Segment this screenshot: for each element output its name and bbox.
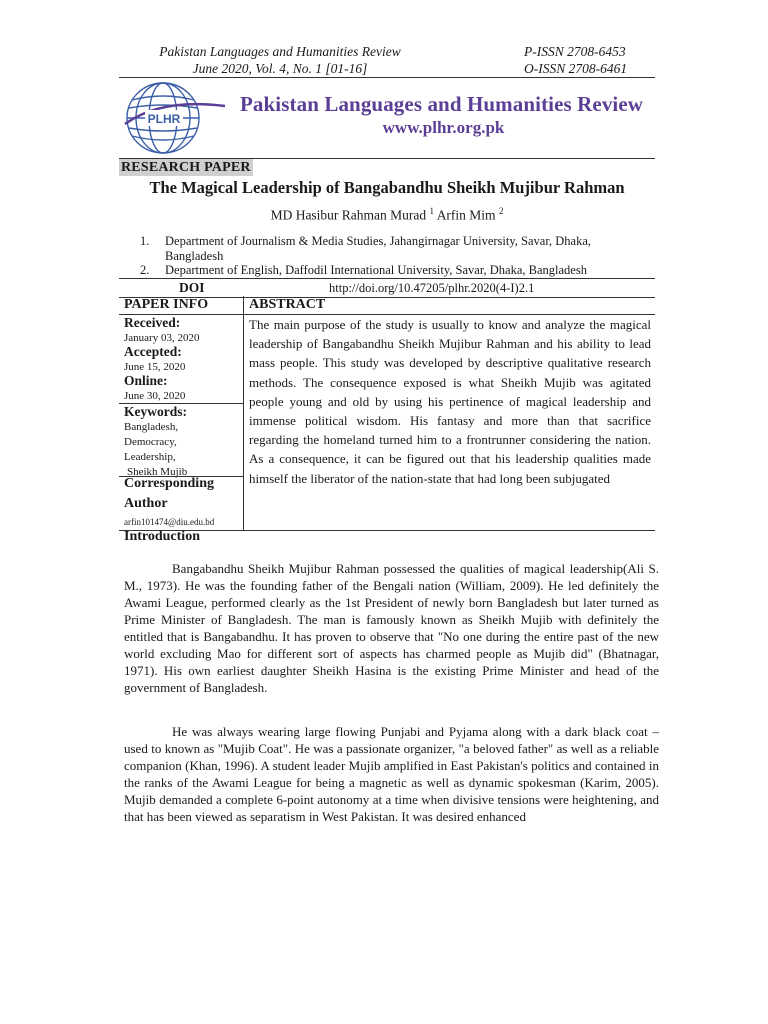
abstract-heading: ABSTRACT	[249, 297, 326, 312]
header-rule	[119, 77, 655, 78]
affiliation-marker: 2	[498, 206, 504, 216]
received-label: Received:	[124, 315, 181, 330]
journal-url-link[interactable]: www.plhr.org.pk	[382, 118, 505, 137]
affiliation-line: Department of English, Daffodil International University, Savar, Dhaka, Bangladesh	[165, 263, 587, 277]
received-date: January 03, 2020	[124, 332, 200, 344]
author-name: MD Hasibur Rahman Murad	[270, 207, 427, 223]
affiliation-number: 1.	[140, 234, 150, 248]
author-email-link[interactable]: arfin101474@diu.edu.bd	[124, 517, 215, 527]
keyword: Democracy,	[124, 436, 177, 448]
doi-row	[119, 278, 655, 298]
affiliation-line: Department of Journalism & Media Studies, Jahangirnagar University, Savar, Dhaka,	[165, 234, 592, 248]
doi-label: DOI	[179, 280, 205, 295]
online-label: Online:	[124, 373, 168, 388]
corresponding-author-label: Author	[124, 496, 168, 511]
issue-info: June 2020, Vol. 4, No. 1 [01-16]	[192, 61, 368, 76]
affiliation-number: 2.	[140, 263, 150, 277]
journal-name: Pakistan Languages and Humanities Review	[159, 44, 401, 59]
masthead-title: Pakistan Languages and Humanities Review	[240, 92, 644, 116]
column-divider	[243, 296, 244, 530]
research-paper-label: RESEARCH PAPER	[121, 160, 251, 175]
running-header-right	[524, 43, 664, 77]
affiliation-item	[140, 234, 655, 264]
affiliation-text	[165, 234, 655, 264]
affiliation-item	[140, 263, 655, 278]
logo-text: PLHR	[147, 112, 181, 126]
plhr-globe-logo	[121, 80, 231, 156]
author-name: Arfin Mim	[436, 207, 496, 223]
keywords-label: Keywords:	[124, 404, 187, 419]
doi-link[interactable]: http://doi.org/10.47205/plhr.2020(4-I)2.1	[329, 281, 535, 295]
body-paragraph: He was always wearing large flowing Punjabi and Pyjama along with a dark black coat – used to known as "Mujib Coat". He was a passionate organizer, "a beloved father" as well as a reliable companion (Khan, 1996). A student leader Mujib amplified in East Pakistan's politics and contained in the ranks of the Awami League for being a magnetic as well as dynamic spokesman (Karim, 2005). Mujib demanded a complete 6-point autonomy at a time when divisive tensions were heightening, and that has been viewed as separatism in West Pakistan. It was desired enhanced	[124, 724, 659, 824]
abstract-text: The main purpose of the study is usually to know and analyze the magical leadership of Bangabandhu Sheikh Mujibur Rahman and his ability to lead mass people. This study was developed by descriptive qualitative research methods. The consequence exposed is what Sheikh Mujib was agitated people young and old by using his pertinence of magical leadership and immense political wisdom. His fantasy and more than that sacrifice regarding the homeland turned him to a frontrunner considering the nation. As a consequence, it can be figured out that his leadership qualities made himself the liberator of the nation-state that had long been subjugated	[249, 317, 651, 486]
accepted-date: June 15, 2020	[124, 361, 186, 373]
keyword: Bangladesh,	[124, 421, 179, 433]
corresponding-author-label: Corresponding	[124, 476, 214, 491]
affiliation-line: Bangladesh	[165, 249, 224, 263]
body-paragraph: Bangabandhu Sheikh Mujibur Rahman possessed the qualities of magical leadership(Ali S. M., 1973). He was the founding father of the Bengali nation (William, 2009). He led definitely the Awami League, performed clearly as the 1st President of newly born Bangladesh but later turned as Prime Minister of Bangladesh. The man is famously known as Sheikh Mujib with definitely the entitled that is Bangabandhu. It has proven to observe that "No one during the entire past of the new world excluding Mao for different sort of aspects has charmed people as Mujib did" (Bhatnagar, 1971). His own earliest daughter Sheikh Hasina is the existing Prime Minister and head of the government of Bangladesh.	[124, 561, 659, 695]
introduction-heading: Introduction	[124, 529, 200, 544]
author-line	[119, 206, 655, 224]
online-date: June 30, 2020	[124, 390, 186, 402]
p-issn: P-ISSN 2708-6453	[524, 44, 626, 59]
accepted-label: Accepted:	[124, 344, 182, 359]
keyword: Sheikh Mujib	[127, 466, 188, 478]
keyword: Leadership,	[124, 451, 176, 463]
o-issn: O-ISSN 2708-6461	[524, 61, 628, 76]
affiliation-marker: 1	[429, 206, 435, 216]
info-table-header	[119, 296, 655, 315]
paper-title: The Magical Leadership of Bangabandhu Sheikh Mujibur Rahman	[149, 178, 625, 197]
running-header-left	[150, 43, 410, 77]
paper-info-heading: PAPER INFO	[124, 297, 209, 312]
